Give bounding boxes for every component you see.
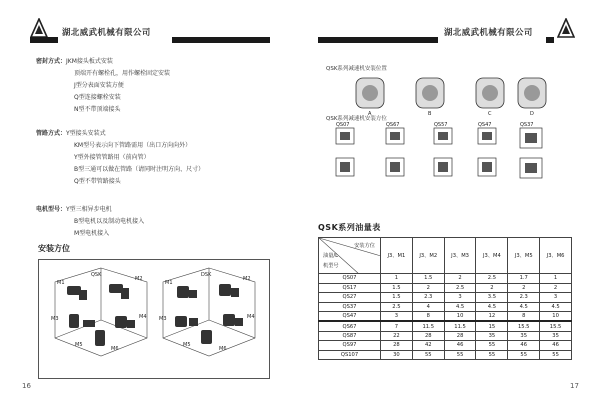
motor-item: B型电机以及制动电机接入 xyxy=(74,218,145,225)
seal-section xyxy=(36,56,170,116)
oil-value-cell: 55 xyxy=(444,350,476,360)
pipe-section xyxy=(36,128,204,188)
fig1-label: D xyxy=(530,111,534,116)
motor-first-item: Y型三相异步电机 xyxy=(66,206,112,213)
model-cell: QS87 xyxy=(319,331,381,341)
install-diagram-drawing xyxy=(39,260,269,378)
table-row xyxy=(319,302,572,312)
oil-value-cell: 10 xyxy=(444,312,476,322)
seal-item: 顶端开有螺栓孔，用作螺栓固定安装 xyxy=(74,70,171,77)
oil-value-cell: 2.5 xyxy=(476,274,508,284)
qsk-mount: M1 xyxy=(57,280,65,286)
column-header: J3、M6 xyxy=(540,238,572,274)
model-cell: QS37 xyxy=(319,302,381,312)
header-bar-right xyxy=(318,37,438,43)
corner-label-model: 机型号 xyxy=(323,263,339,269)
table-row xyxy=(319,274,572,284)
column-header: J3、M3 xyxy=(444,238,476,274)
oil-value-cell: 28 xyxy=(412,331,444,341)
oil-value-cell: 2 xyxy=(540,283,572,293)
page-number-right: 17 xyxy=(570,382,579,390)
oil-value-cell: 46 xyxy=(508,341,540,351)
oil-value-cell: 3 xyxy=(540,293,572,303)
oil-value-cell: 8 xyxy=(508,312,540,322)
dsk-mount: M2 xyxy=(243,276,251,282)
oil-value-cell: 11.5 xyxy=(412,321,444,331)
oil-value-cell: 1.7 xyxy=(508,274,540,284)
install-title: 安装方位 xyxy=(38,244,70,253)
mounting-orientation-figure xyxy=(330,122,570,184)
oil-value-cell: 22 xyxy=(381,331,413,341)
model-cell: QS47 xyxy=(319,312,381,322)
fig1-label: B xyxy=(428,111,432,116)
fig2-label: QS57 xyxy=(434,122,448,128)
fig1-caption: QSK系列减速机安装位置 xyxy=(326,66,387,72)
oil-value-cell: 42 xyxy=(412,341,444,351)
model-cell: QS07 xyxy=(319,274,381,284)
dsk-mount: M4 xyxy=(247,314,255,320)
seal-item: Q型连接螺栓安装 xyxy=(74,94,121,101)
oil-value-cell: 15.5 xyxy=(540,321,572,331)
oil-value-cell: 7 xyxy=(381,321,413,331)
oil-value-cell: 55 xyxy=(476,341,508,351)
corner-label-mount: 安装方位 xyxy=(354,243,375,249)
qsk-label: QSK xyxy=(91,272,102,278)
oil-value-cell: 1.5 xyxy=(381,293,413,303)
table-row xyxy=(319,341,572,351)
model-cell: QS17 xyxy=(319,283,381,293)
oil-value-cell: 1 xyxy=(540,274,572,284)
oil-value-cell: 28 xyxy=(381,341,413,351)
fig2-label: QS67 xyxy=(386,122,400,128)
qsk-mount: M5 xyxy=(75,342,83,348)
dsk-mount: M3 xyxy=(159,316,167,322)
table-row xyxy=(319,283,572,293)
motor-label: 电机型号： xyxy=(36,206,67,213)
company-logo-icon xyxy=(557,18,575,38)
column-header: J3、M2 xyxy=(412,238,444,274)
corner-label-oil: 油量/L xyxy=(323,253,339,259)
oil-value-cell: 46 xyxy=(444,341,476,351)
oil-value-cell: 4.5 xyxy=(508,302,540,312)
company-name: 湖北威武机械有限公司 xyxy=(444,27,533,37)
seal-first-item: JKM接头板式安装 xyxy=(66,58,113,65)
oil-volume-table xyxy=(318,237,572,360)
qsk-mount: M4 xyxy=(139,314,147,320)
oil-value-cell: 2.5 xyxy=(381,302,413,312)
oil-value-cell: 35 xyxy=(476,331,508,341)
table-row xyxy=(319,331,572,341)
oil-value-cell: 15.5 xyxy=(508,321,540,331)
oil-value-cell: 30 xyxy=(381,350,413,360)
right-page xyxy=(300,0,600,410)
dsk-label: DSK xyxy=(201,272,212,278)
oil-value-cell: 46 xyxy=(540,341,572,351)
oil-value-cell: 4.5 xyxy=(540,302,572,312)
table-row xyxy=(319,312,572,322)
oil-value-cell: 3 xyxy=(381,312,413,322)
oil-value-cell: 1.5 xyxy=(381,283,413,293)
qsk-mount: M2 xyxy=(135,276,143,282)
seal-label: 密封方式： xyxy=(36,58,67,65)
oil-value-cell: 11.5 xyxy=(444,321,476,331)
model-cell: QS27 xyxy=(319,293,381,303)
oil-value-cell: 1 xyxy=(381,274,413,284)
header-bar-left xyxy=(172,37,270,43)
motor-section xyxy=(36,204,144,240)
pipe-item: B型三通可以做在管路（请同时注明方向、尺寸） xyxy=(74,166,205,173)
pipe-item: KM型号表示向下管路需用（出口方向向外） xyxy=(74,142,192,149)
oil-value-cell: 28 xyxy=(444,331,476,341)
header-bar-left-stub xyxy=(30,37,58,43)
oil-value-cell: 3 xyxy=(444,293,476,303)
pipe-label: 管路方式： xyxy=(36,130,67,137)
company-name: 湖北威武机械有限公司 xyxy=(62,27,151,37)
oil-value-cell: 2 xyxy=(476,283,508,293)
oil-value-cell: 12 xyxy=(476,312,508,322)
oil-value-cell: 2.5 xyxy=(444,283,476,293)
company-logo-icon xyxy=(30,18,48,38)
column-header: J3、M4 xyxy=(476,238,508,274)
motor-item: M型电机接入 xyxy=(74,230,110,237)
oil-value-cell: 55 xyxy=(540,350,572,360)
oil-value-cell: 35 xyxy=(508,331,540,341)
model-cell: QS107 xyxy=(319,350,381,360)
pipe-item: Q型不带管路接头 xyxy=(74,178,121,185)
install-diagram xyxy=(38,259,270,379)
fig2-label: QS37 xyxy=(520,122,534,128)
oil-value-cell: 2 xyxy=(412,283,444,293)
oil-value-cell: 4 xyxy=(412,302,444,312)
dsk-mount: M5 xyxy=(183,342,191,348)
oil-value-cell: 2.3 xyxy=(508,293,540,303)
oil-value-cell: 3.5 xyxy=(476,293,508,303)
pipe-first-item: Y型接头安装式 xyxy=(66,130,106,137)
dsk-mount: M6 xyxy=(219,346,227,352)
qsk-mount: M3 xyxy=(51,316,59,322)
oil-value-cell: 8 xyxy=(412,312,444,322)
fig1-label: C xyxy=(488,111,492,116)
oil-value-cell: 4.5 xyxy=(444,302,476,312)
model-cell: QS97 xyxy=(319,341,381,351)
oil-value-cell: 55 xyxy=(476,350,508,360)
page-number-left: 16 xyxy=(22,382,31,390)
oil-value-cell: 2 xyxy=(444,274,476,284)
seal-item: J型分表面安装方便 xyxy=(74,82,124,89)
column-header: J3、M1 xyxy=(381,238,413,274)
table-row xyxy=(319,350,572,360)
seal-item: N型不带顶端接头 xyxy=(74,106,121,113)
fig2-label: QS47 xyxy=(478,122,492,128)
oil-table-title: QSK系列油量表 xyxy=(318,223,381,232)
oil-value-cell: 35 xyxy=(540,331,572,341)
oil-value-cell: 2 xyxy=(508,283,540,293)
mounting-position-figure xyxy=(352,72,552,116)
oil-value-cell: 15 xyxy=(476,321,508,331)
qsk-mount: M6 xyxy=(111,346,119,352)
dsk-mount: M1 xyxy=(165,280,173,286)
oil-value-cell: 10 xyxy=(540,312,572,322)
oil-value-cell: 55 xyxy=(412,350,444,360)
oil-value-cell: 2.3 xyxy=(412,293,444,303)
table-corner-header xyxy=(319,238,381,274)
fig2-label: QS07 xyxy=(336,122,350,128)
pipe-item: Y型外接管管路用（前向管） xyxy=(74,154,150,161)
oil-value-cell: 4.5 xyxy=(476,302,508,312)
header-bar-right-stub xyxy=(546,37,554,43)
oil-value-cell: 1.5 xyxy=(412,274,444,284)
table-row xyxy=(319,293,572,303)
column-header: J3、M5 xyxy=(508,238,540,274)
fig2-caption: QSK系列减速机安装方位 xyxy=(326,116,387,122)
fig1-label: A xyxy=(368,111,372,116)
oil-value-cell: 55 xyxy=(508,350,540,360)
model-cell: QS67 xyxy=(319,321,381,331)
table-row xyxy=(319,321,572,331)
